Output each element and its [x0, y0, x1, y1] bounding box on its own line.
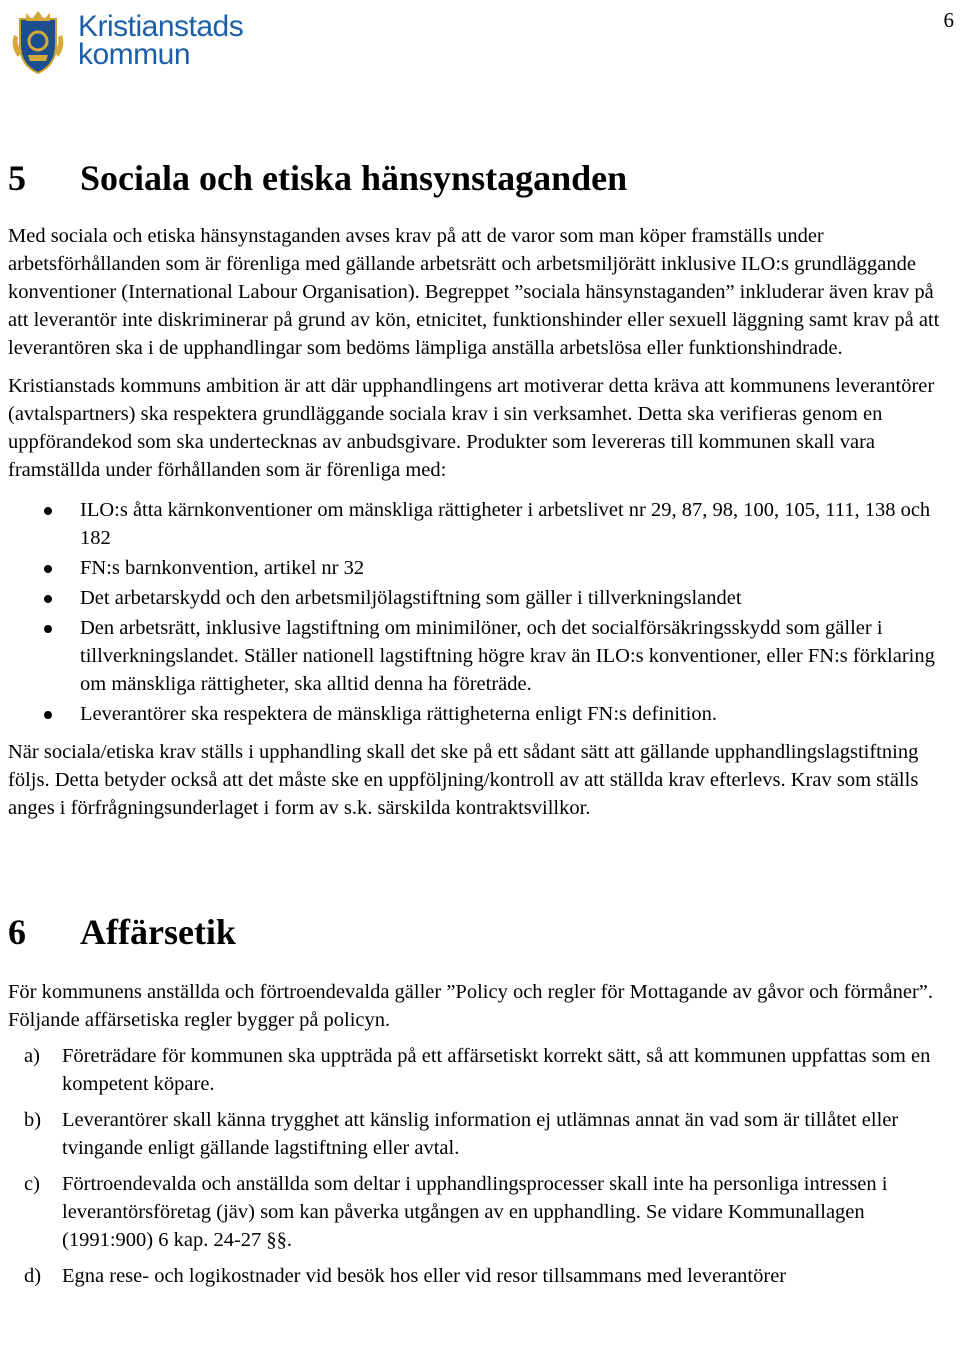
logo-line-2: kommun — [78, 38, 191, 71]
coat-of-arms-icon — [6, 5, 70, 77]
rule-item — [8, 1170, 958, 1254]
rule-marker: a) — [24, 1045, 40, 1067]
bullet-item — [8, 700, 958, 728]
bullet-icon — [44, 595, 52, 603]
business-ethics-rules-list — [8, 1042, 958, 1290]
bullet-item — [8, 584, 958, 612]
page-number: 6 — [943, 8, 954, 32]
rule-text: Leverantörer skall känna trygghet att känslig information ej utlämnas annat än vad som är tillåtet eller tvingande enligt gällande lagstiftning eller avtal. — [62, 1109, 899, 1159]
rule-text: Förtroendevalda och anställda som deltar i upphandlingsprocesser skall inte ha personliga intressen i leverantörsföretag (jäv) som kan påverka utgången av en upphandling. Se vidare Kommunallagen (1991:900) 6 kap. 24-27 §§. — [62, 1173, 888, 1251]
requirements-bullet-list — [8, 496, 958, 728]
logo-line-1: Kristianstads — [78, 10, 244, 43]
logo-wordmark — [78, 10, 244, 71]
bullet-text: Leverantörer ska respektera de mänskliga rättigheterna enligt FN:s definition. — [80, 703, 717, 725]
bullet-text: Den arbetsrätt, inklusive lagstiftning om minimilöner, och det socialförsäkringsskydd som gäller i tillverkningslandet. Ställer nationell lagstiftning högre krav än ILO:s konventioner, eller FN:s förklaring om mänskliga rättigheter, ska alltid denna ha företräde. — [80, 617, 935, 695]
rule-item — [8, 1042, 958, 1098]
bullet-icon — [44, 507, 52, 515]
section-5-title: Sociala och etiska hänsynstaganden — [80, 158, 628, 198]
section-5-paragraph-1: Med sociala och etiska hänsynstaganden avses krav på att de varor som man köper framställs under arbetsförhållanden som är förenliga med gällande arbetsrätt och arbetsmiljörätt inklusive ILO:s grundläggande konventioner (International Labour Organisation). Begreppet ”sociala hänsynstaganden” inkluderar även krav på att leverantör inte diskriminerar på grund av kön, etnicitet, funktionshinder eller sexuell läggning samt krav på att leverantören ska i de upphandlingar som bedöms lämpliga anställa arbetslösa eller funktionshindrade. — [8, 225, 940, 359]
section-5-heading — [8, 152, 958, 204]
section-6-paragraph-1: För kommunens anställda och förtroendevalda gäller ”Policy och regler för Mottagande av gåvor och förmåner”. Följande affärsetiska regler bygger på policyn. — [8, 981, 934, 1031]
document-body — [8, 152, 958, 1298]
bullet-icon — [44, 625, 52, 633]
section-6-title: Affärsetik — [80, 912, 236, 952]
rule-marker: b) — [24, 1109, 42, 1131]
rule-marker: c) — [24, 1173, 40, 1195]
section-5-paragraph-3: När sociala/etiska krav ställs i upphandling skall det ske på ett sådant sätt att gällande upphandlingslagstiftning följs. Detta betyder också att det måste ske en uppföljning/kontroll av att ställda krav efterlevs. Krav som ställs anges i förfrågningsunderlaget i form av s.k. särskilda kontraktsvillkor. — [8, 741, 919, 819]
bullet-item — [8, 554, 958, 582]
section-6-number: 6 — [8, 912, 26, 952]
section-5-number: 5 — [8, 158, 26, 198]
municipality-logo — [6, 4, 268, 78]
rule-item — [8, 1262, 958, 1290]
rule-item — [8, 1106, 958, 1162]
bullet-text: ILO:s åtta kärnkonventioner om mänskliga rättigheter i arbetslivet nr 29, 87, 98, 100, 105, 111, 138 och 182 — [80, 499, 931, 549]
bullet-item — [8, 614, 958, 698]
rule-marker: d) — [24, 1265, 42, 1287]
bullet-text: FN:s barnkonvention, artikel nr 32 — [80, 557, 365, 579]
rule-text: Företrädare för kommunen ska uppträda på ett affärsetiskt korrekt sätt, så att kommunen uppfattas som en kompetent köpare. — [62, 1045, 931, 1095]
bullet-text: Det arbetarskydd och den arbetsmiljölagstiftning som gäller i tillverkningslandet — [80, 587, 742, 609]
bullet-icon — [44, 711, 52, 719]
bullet-icon — [44, 565, 52, 573]
section-5-paragraph-2: Kristianstads kommuns ambition är att där upphandlingens art motiverar detta kräva att kommunens leverantörer (avtalspartners) ska respektera grundläggande sociala krav i sin verksamhet. Detta ska verifieras genom en uppförandekod som ska undertecknas av anbudsgivare. Produkter som levereras till kommunen skall vara framställda under förhållanden som är förenliga med: — [8, 375, 935, 481]
rule-text: Egna rese- och logikostnader vid besök hos eller vid resor tillsammans med leverantörer — [62, 1265, 787, 1287]
section-6-heading — [8, 906, 958, 958]
bullet-item — [8, 496, 958, 552]
